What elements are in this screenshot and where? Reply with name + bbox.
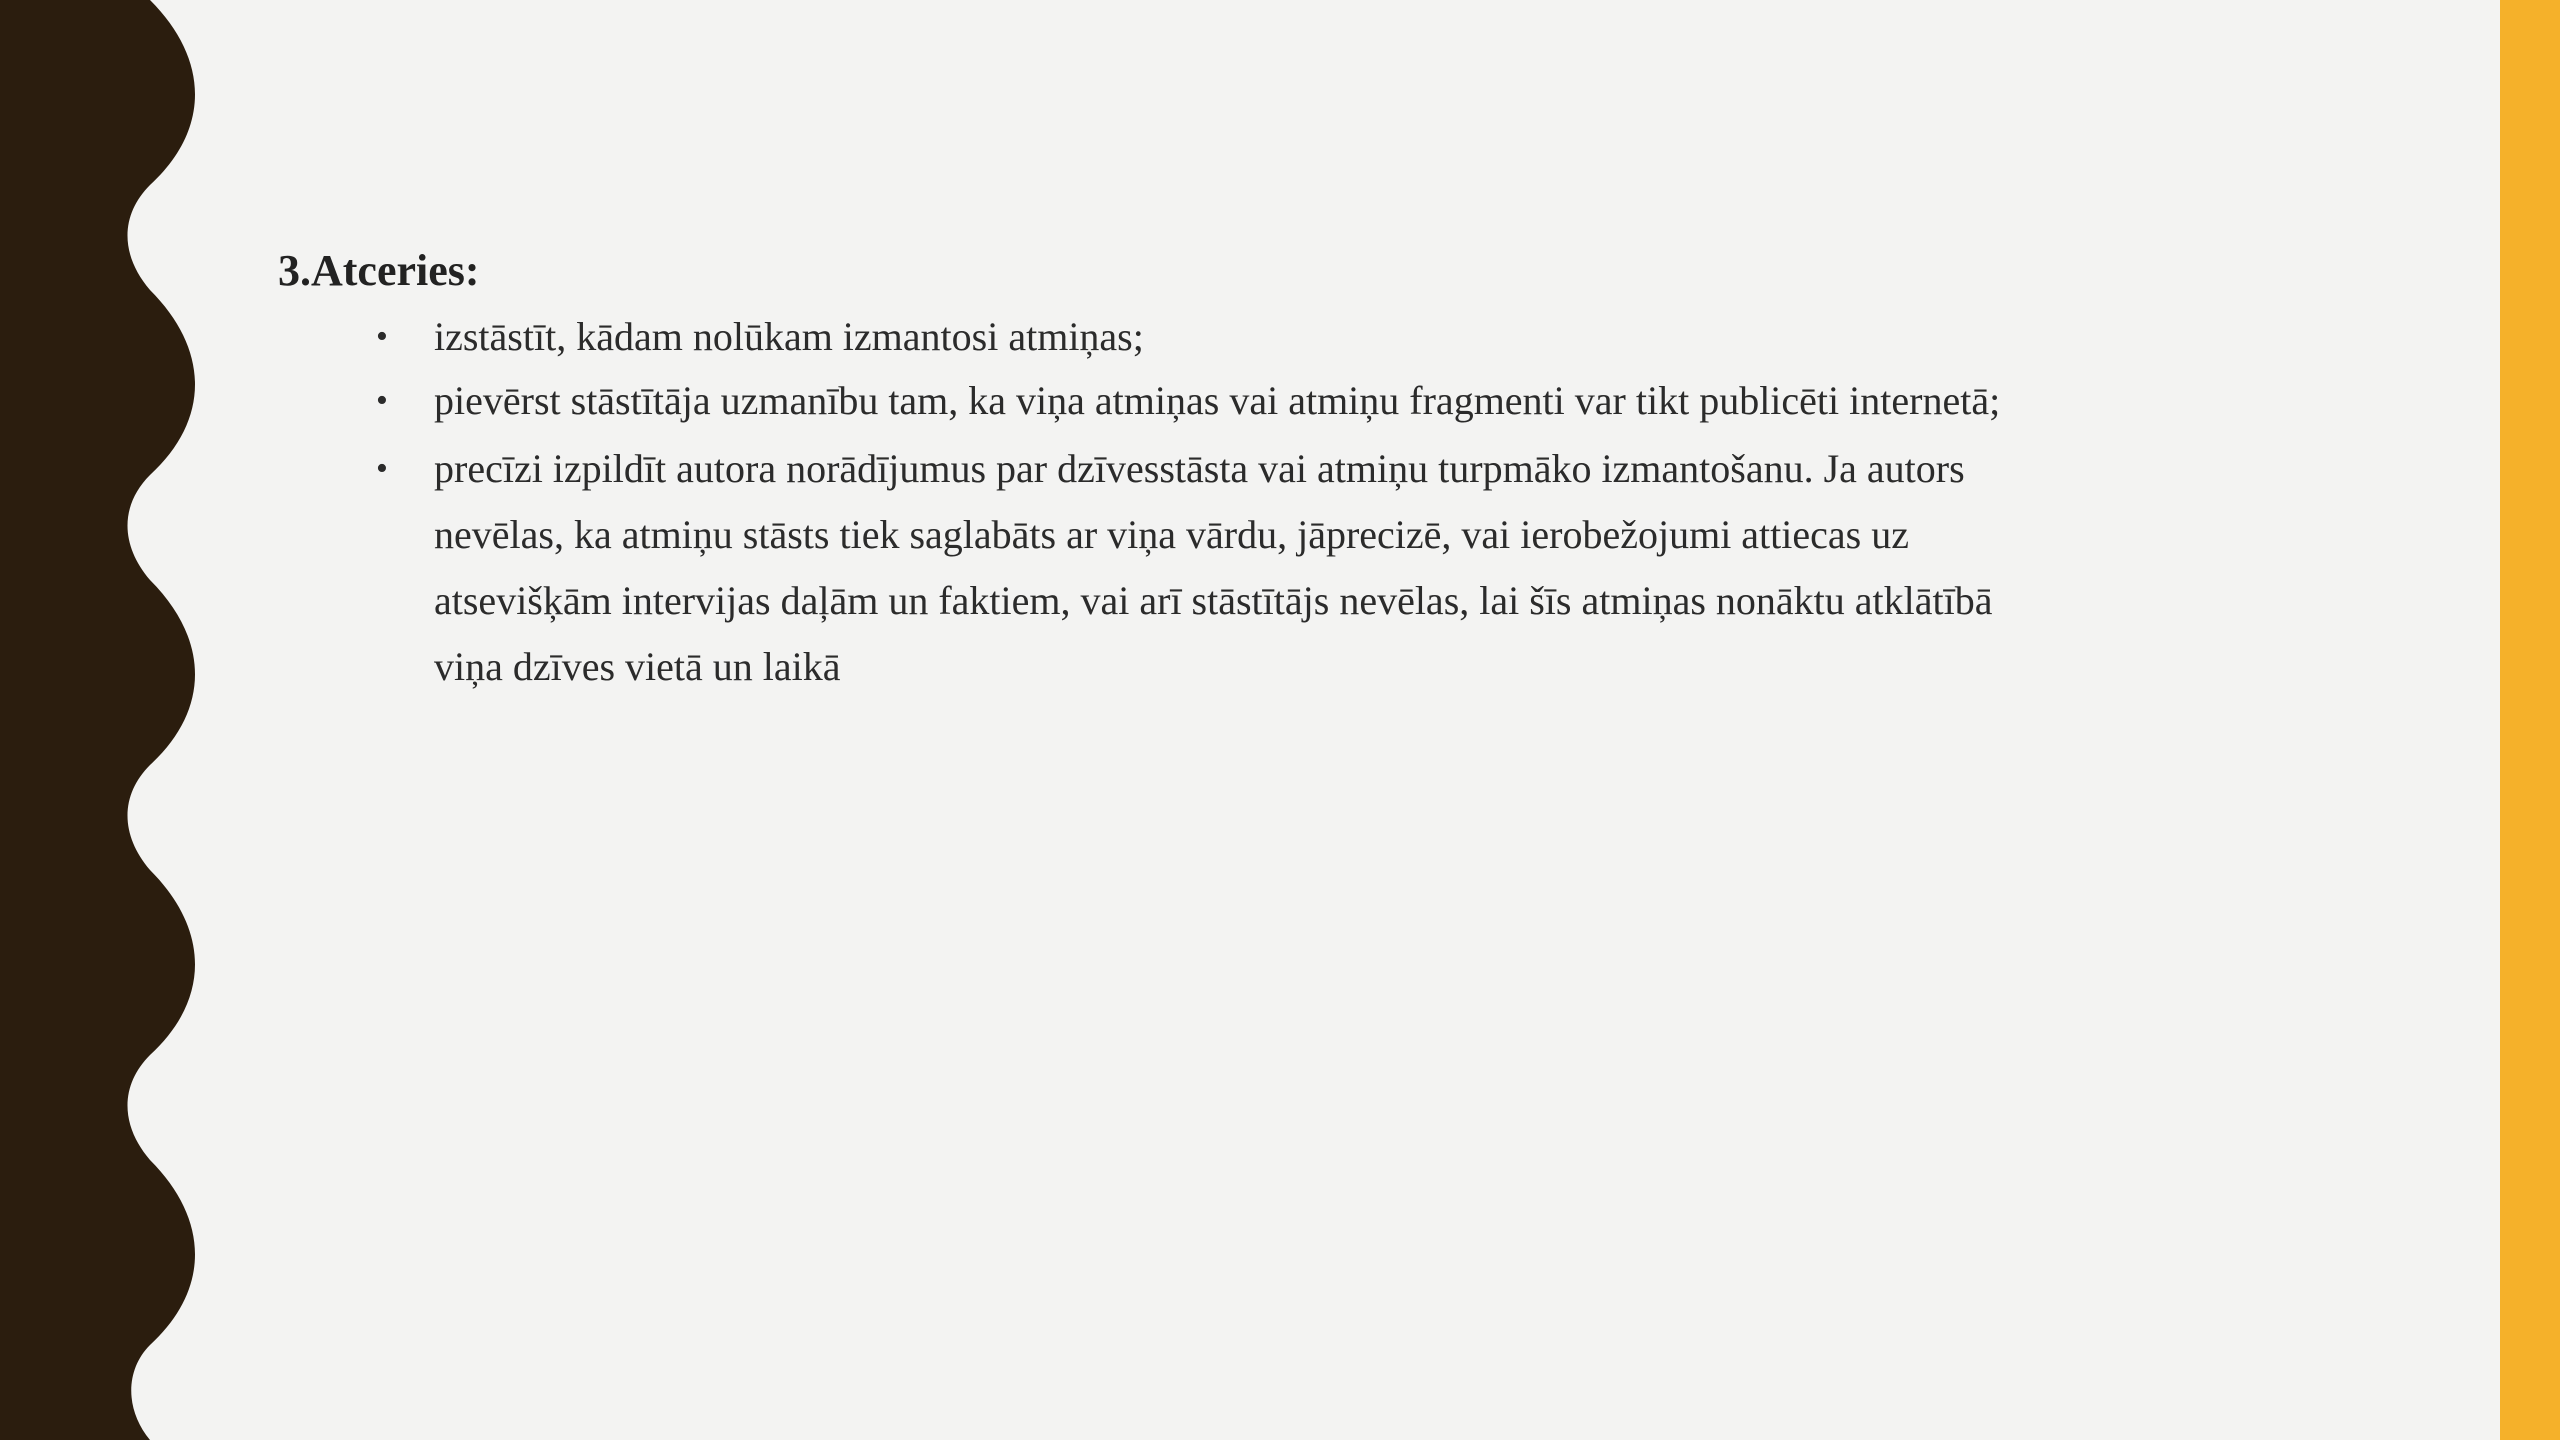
list-item-text: izstāstīt, kādam nolūkam izmantosi atmiņas; (434, 313, 1144, 359)
list-item (278, 372, 2058, 430)
list-item (278, 436, 2058, 700)
bullet-icon: • (376, 381, 388, 419)
list-item-text: precīzi izpildīt autora norādījumus par dzīvesstāsta vai atmiņu turpmāko izmantošanu. Ja autors nevēlas, ka atmiņu stāsts tiek saglabāts ar viņa vārdu, jāprecizē, vai ierobežojumi attiecas uz atsevišķām intervijas daļām un faktiem, vai arī stāstītājs nevēlas, lai šīs atmiņas nonāktu atklātībā viņa dzīves vietā un laikā (434, 445, 1993, 689)
list-item-text: pievērst stāstītāja uzmanību tam, ka viņa atmiņas vai atmiņu fragmenti var tikt publicēti internetā; (434, 377, 2001, 423)
bullet-icon: • (376, 317, 388, 355)
slide-heading: 3.Atceries: (278, 246, 480, 295)
bullet-icon: • (376, 449, 388, 487)
list-item (278, 308, 2058, 366)
wave-shape (0, 0, 195, 1440)
left-wave-decoration (0, 0, 200, 1440)
slide-content (278, 245, 2058, 706)
right-accent-bar (2500, 0, 2560, 1440)
bullet-list (278, 308, 2058, 700)
